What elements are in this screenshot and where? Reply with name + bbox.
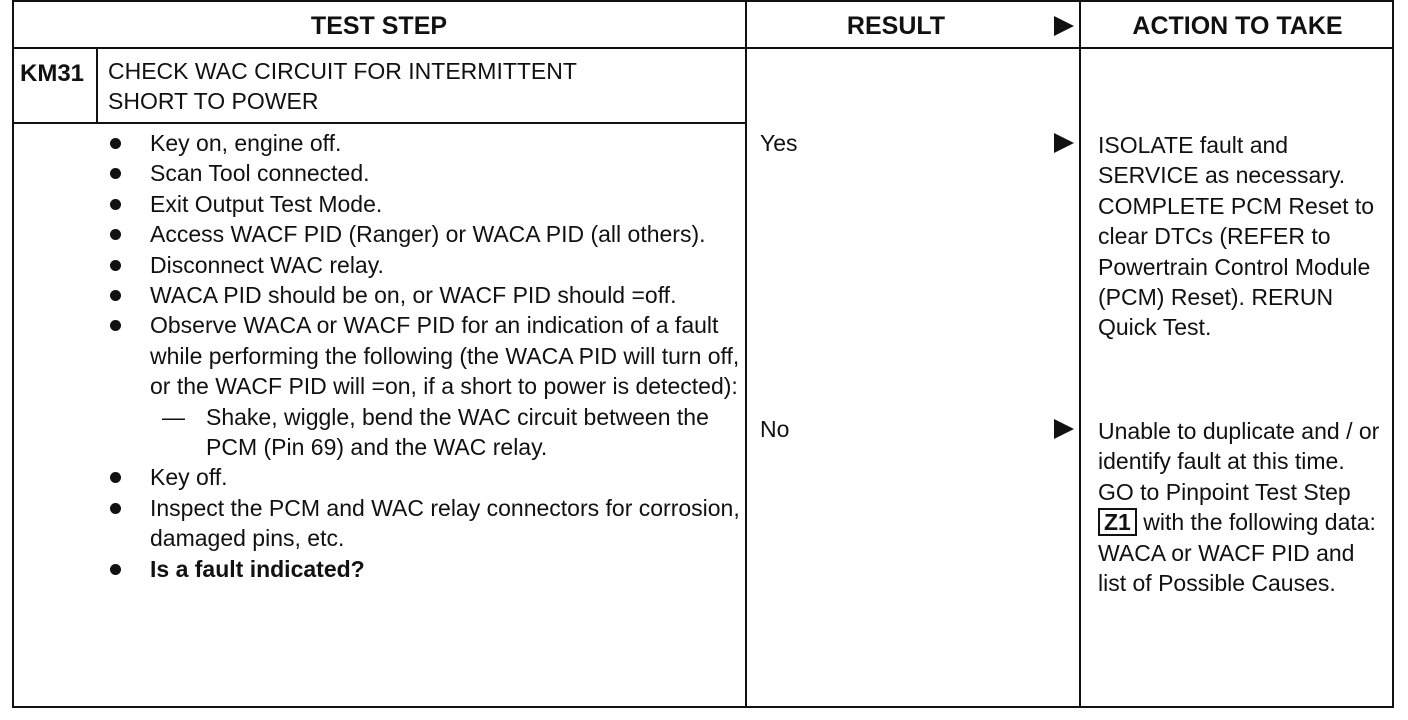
header-divider xyxy=(12,47,1394,49)
action-column-divider xyxy=(1079,0,1081,708)
sub-item-text: Shake, wiggle, bend the WAC circuit between the PCM (Pin 69) and the WAC relay. xyxy=(206,403,709,461)
step-title-line-2: SHORT TO POWER xyxy=(108,88,319,114)
step-id-divider xyxy=(96,47,98,124)
result-yes: Yes xyxy=(760,130,798,156)
header-result: RESULT xyxy=(846,12,946,40)
result-no-arrow-icon xyxy=(1054,419,1074,439)
bullet-item: Scan Tool connected. xyxy=(104,158,744,188)
action-no-text-continued: with the following data: WACA or WACF PID and list of Possible Causes. xyxy=(1098,509,1376,597)
bullet-item: Disconnect WAC relay. xyxy=(104,250,744,280)
header-arrow-icon xyxy=(1054,16,1074,36)
bullet-item: WACA PID should be on, or WACF PID should =off. xyxy=(104,280,744,310)
bullet-item: Inspect the PCM and WAC relay connectors for corrosion, damaged pins, etc. xyxy=(104,493,744,554)
step-title-divider xyxy=(12,122,746,124)
bullet-item: Exit Output Test Mode. xyxy=(104,189,744,219)
result-yes-arrow-icon xyxy=(1054,133,1074,153)
action-no xyxy=(1098,416,1384,598)
step-id: KM31 xyxy=(20,60,85,87)
result-no: No xyxy=(760,416,790,442)
bullet-item: Key on, engine off. xyxy=(104,128,744,158)
step-title xyxy=(108,56,728,116)
result-column-divider xyxy=(745,0,747,708)
bullet-text: Observe WACA or WACF PID for an indication of a fault while performing the following (the WACA PID will turn off, or the WACF PID will =on, if a short to power is detected): xyxy=(150,312,740,400)
bullet-item: Key off. xyxy=(104,462,744,492)
step-title-line-1: CHECK WAC CIRCUIT FOR INTERMITTENT xyxy=(108,58,577,84)
action-yes: ISOLATE fault and SERVICE as necessary. COMPLETE PCM Reset to clear DTCs (REFER to Powertrain Control Module (PCM) Reset). RERUN Quick Test. xyxy=(1098,132,1375,341)
dash-icon: — xyxy=(162,403,185,430)
sub-item xyxy=(150,402,744,463)
bullet-item xyxy=(104,310,744,462)
action-no-text: Unable to duplicate and / or identify fault at this time. GO to Pinpoint Test Step xyxy=(1098,418,1380,505)
bullet-question: Is a fault indicated? xyxy=(104,554,744,584)
bullet-item: Access WACF PID (Ranger) or WACA PID (all others). xyxy=(104,219,744,249)
pinpoint-step-ref: Z1 xyxy=(1098,508,1137,536)
test-step-bullets xyxy=(104,128,744,584)
header-test-step: TEST STEP xyxy=(310,12,448,40)
header-action: ACTION TO TAKE xyxy=(1132,12,1343,40)
